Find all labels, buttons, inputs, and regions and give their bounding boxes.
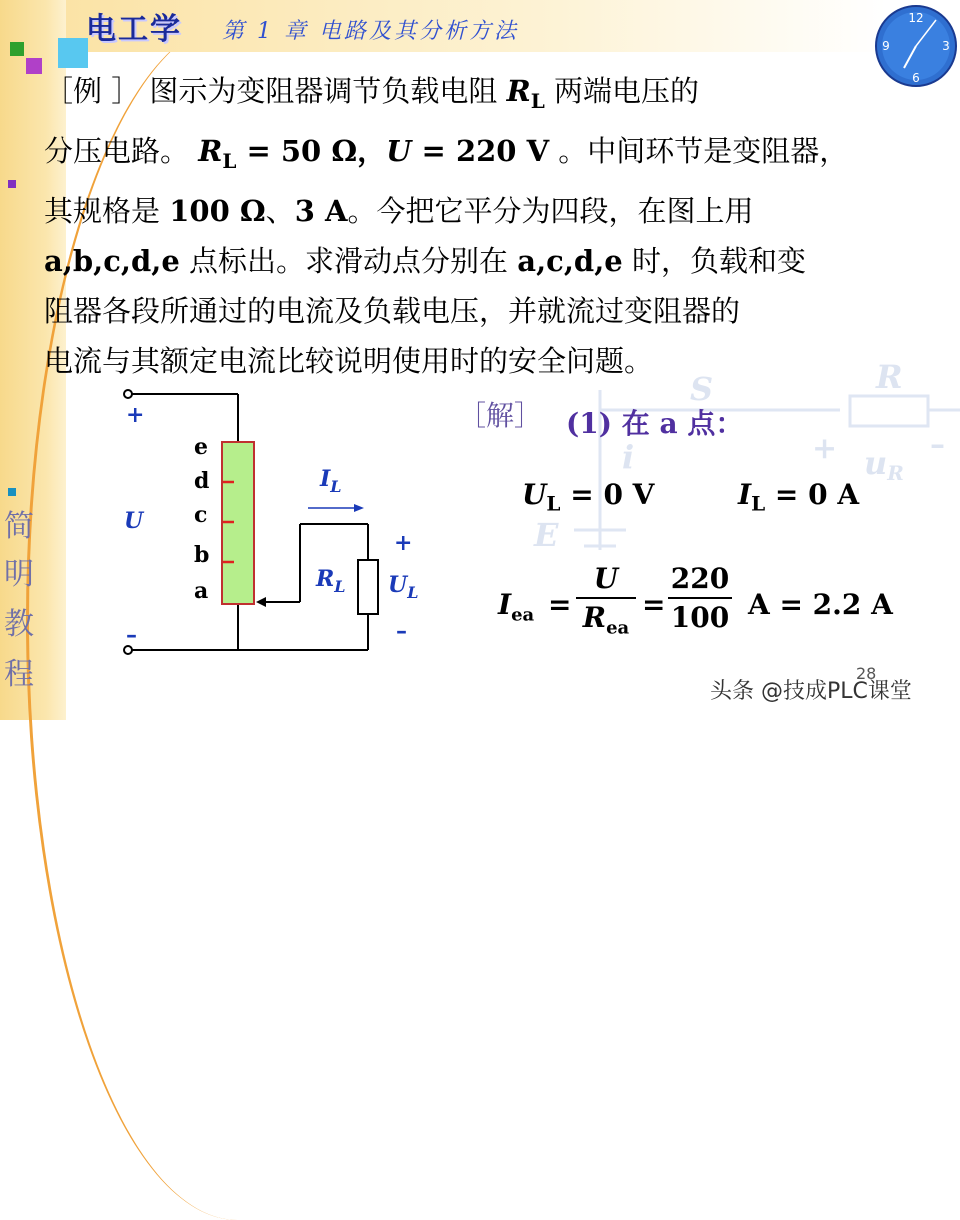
equation-IL: $I_L = 0$ A <box>738 478 860 516</box>
decor-square-green <box>10 42 24 56</box>
watermark-circuit <box>534 350 960 580</box>
problem-line-1: ［例 ］ 图示为变阻器调节负载电阻 $R_L$ 两端电压的 <box>44 74 700 113</box>
header-brand: 电工学 <box>86 12 182 47</box>
decor-bullet-teal <box>8 488 16 496</box>
clock-num-12: 12 <box>908 11 924 25</box>
watermark-uR: uR <box>864 444 904 485</box>
sidebar-char-1: 简 <box>4 509 34 544</box>
problem-line-6: 电流与其额定电流比较说明使用时的安全问题。 <box>44 343 654 378</box>
decor-bullet-purple <box>8 180 16 188</box>
clock-num-3: 3 <box>942 39 950 53</box>
current-arrowhead <box>354 504 364 512</box>
label-point-c: c <box>194 502 208 528</box>
decor-square-purple <box>26 58 42 74</box>
label-point-e: e <box>194 434 208 460</box>
label-minus-left: – <box>126 622 137 648</box>
label-U: U <box>124 508 144 534</box>
clock-num-6: 6 <box>912 71 920 85</box>
problem-line-3: 其规格是 100 Ω、3 A。今把它平分为四段，在图上用 <box>44 193 754 228</box>
solution-step-1: (1) 在 a 点： <box>566 407 744 440</box>
label-IL: $I_L$ <box>320 466 342 496</box>
fraction-U-over-Rea: U $R_{ea}$ <box>576 562 636 639</box>
label-plus-right: + <box>394 530 413 556</box>
slider-arrowhead <box>256 597 266 607</box>
problem-line-2: 分压电路。 $R_L = 50$ Ω，U = 220 V 。中间环节是变阻器， <box>44 133 849 173</box>
label-point-b: b <box>194 542 210 568</box>
equation-Iea-result: A = 2.2 A <box>748 588 893 621</box>
watermark-plus: + <box>812 431 838 466</box>
sidebar-char-3: 教 <box>4 607 34 642</box>
watermark-S: S <box>690 370 714 408</box>
problem-statement <box>44 66 894 386</box>
clock-num-9: 9 <box>882 39 890 53</box>
problem-line-4: a,b,c,d,e 点标出。求滑动点分别在 a,c,d,e 时，负载和变 <box>44 243 806 278</box>
fraction-bar-1 <box>576 597 636 599</box>
equation-UL: $U_L = 0$ V <box>522 478 655 516</box>
equation-Iea-eq1: = <box>548 588 572 621</box>
label-plus-left: + <box>126 402 145 428</box>
page-number: 28 <box>856 664 877 683</box>
load-resistor <box>358 560 378 614</box>
header-chapter: 第 1 章 电路及其分析方法 <box>222 19 519 44</box>
problem-line-5: 阻器各段所通过的电流及负载电压，并就流过变阻器的 <box>44 293 741 328</box>
sidebar-char-4: 程 <box>4 657 34 692</box>
watermark-minus: – <box>930 427 945 462</box>
watermark-E: E <box>534 516 559 554</box>
label-point-a: a <box>194 578 209 604</box>
label-RL: $R_L$ <box>316 566 346 596</box>
label-UL: $U_L$ <box>388 572 419 602</box>
solution-label: ［解］ <box>458 399 543 432</box>
watermark-R: R <box>876 358 903 396</box>
fraction-bar-2 <box>668 597 732 599</box>
circuit-diagram <box>110 380 440 670</box>
label-minus-right: – <box>396 618 407 644</box>
label-point-d: d <box>194 468 210 494</box>
equation-Iea-lhs: $I_{ea}$ <box>498 588 535 626</box>
decor-square-cyan <box>58 38 88 68</box>
source-credit: 头条 @技成PLC课堂 <box>710 679 912 704</box>
watermark-i: i <box>622 438 635 476</box>
terminal-top <box>124 390 132 398</box>
fraction-220-over-100: 220 100 <box>668 562 732 634</box>
equation-Iea-eq2: = <box>642 588 666 621</box>
sidebar-char-2: 明 <box>4 557 34 592</box>
